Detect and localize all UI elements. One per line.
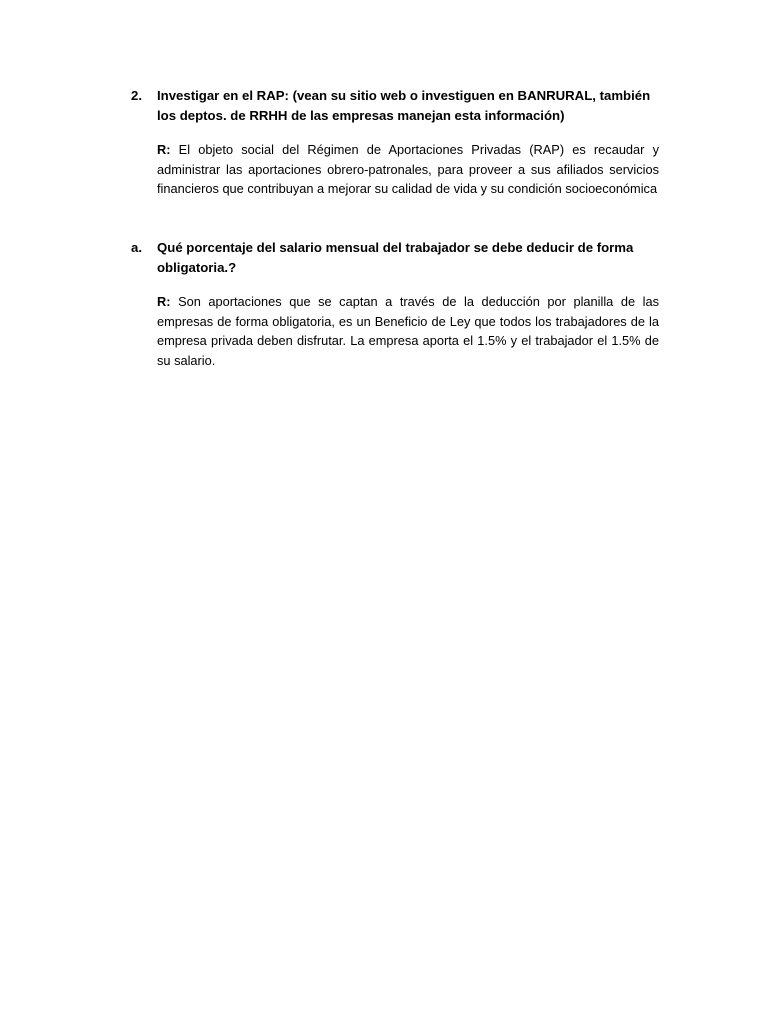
answer-paragraph — [157, 292, 659, 370]
answer-label: R: — [157, 294, 171, 309]
answer-text: Son aportaciones que se captan a través de la deducción por planilla de las empresas de forma obligatoria, es un Beneficio de Ley que todos los trabajadores de la empresa privada deben disfrutar. La empresa aporta el 1.5% y el trabajador el 1.5% de su salario. — [157, 294, 659, 368]
list-item-body — [157, 238, 659, 370]
question-heading: Investigar en el RAP: (vean su sitio web o investiguen en BANRURAL, también los deptos. de RRHH de las empresas manejan esta información) — [157, 88, 651, 123]
answer-label: R: — [157, 142, 171, 157]
question-heading: Qué porcentaje del salario mensual del trabajador se debe deducir de forma obligatoria.? — [157, 240, 634, 275]
list-marker: 2. — [131, 88, 142, 103]
list-marker: a. — [131, 240, 142, 255]
answer-text: El objeto social del Régimen de Aportaciones Privadas (RAP) es recaudar y administrar las aportaciones obrero-patronales, para proveer a sus afiliados servicios financieros que contribuyan a mejorar su calidad de vida y su condición socioeconómica — [157, 142, 659, 196]
list-item-body — [157, 86, 659, 199]
list-item-a — [131, 238, 659, 370]
answer-paragraph — [157, 140, 659, 199]
list-item-2 — [131, 86, 659, 199]
